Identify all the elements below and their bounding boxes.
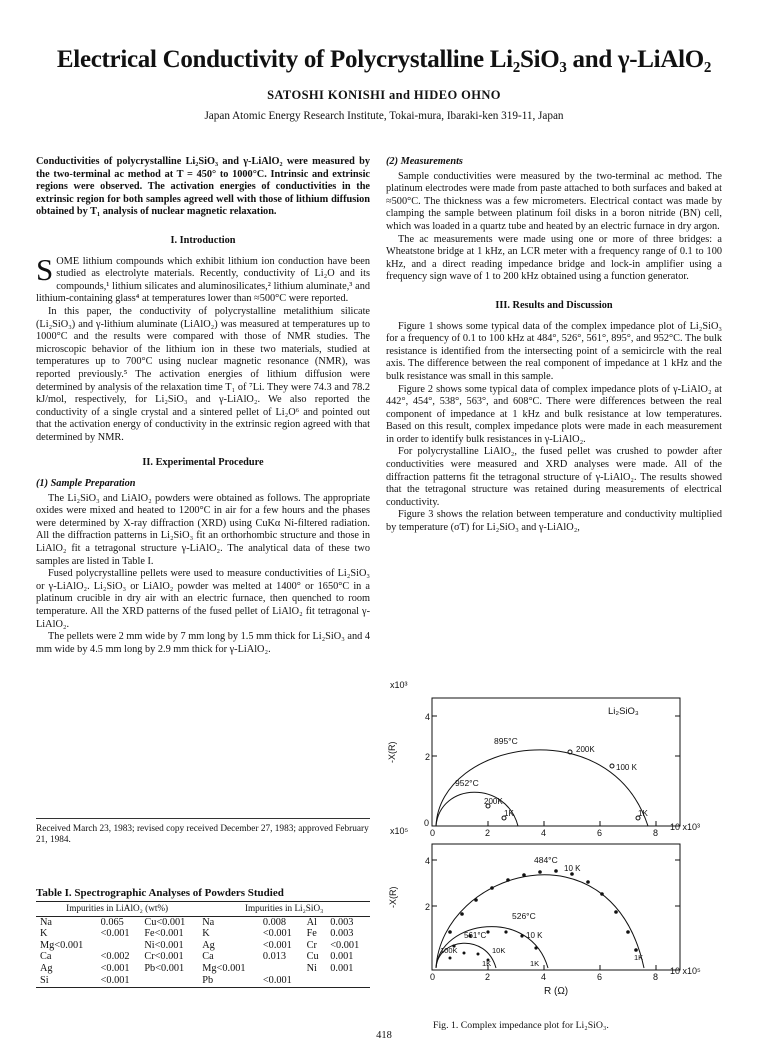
table-cell: Pb [198,975,259,988]
label-10k-561: 10K [492,946,506,955]
label-484c: 484°C [534,855,558,865]
bottom-panel [388,826,701,997]
right-column [386,156,722,535]
top-x-tick-4: 4 [541,828,547,838]
table-row [36,928,370,940]
page-number: 418 [376,1030,392,1041]
results-heading: III. Results and Discussion [495,299,613,311]
top-x-multiplier: 10 x10³ [670,822,701,832]
table-cell [140,975,198,988]
table-cell: Ag [202,939,215,951]
drop-cap: S [36,251,54,287]
curve-484c [436,875,644,968]
table-cell: Ag [40,962,53,974]
bottom-data-points [448,869,638,961]
table-cell: <0.001 [97,975,141,988]
top-y-tick-4: 4 [425,712,431,722]
top-x-tick-6: 6 [597,828,603,838]
bottom-x-tick-6: 6 [597,972,603,982]
table-cell: <0.002 [100,951,130,963]
label-100k: 100 K [616,763,637,772]
table-cell: Ca [202,951,214,963]
bottom-x-tick-8: 8 [653,972,659,982]
label-1k-b: 1K [638,809,648,818]
label-200k-a: 200K [576,745,595,754]
results-paragraph-1: Figure 1 shows some typical data of the complex impedance plot of Li₂SiO₃ for a frequency of 0.1 to 100 kHz at 484°, 526°, 561°, 895°, and 952°C. The bulk resistance is identified from the intersecting point of a semicircle with the real axis. The difference between the real component of impedance at 1 kHz and the bulk resistance was small in this sample. [386,320,722,382]
top-y-tick-2: 2 [425,752,431,762]
top-y-tick-0: 0 [424,818,430,828]
impurity-table [36,901,370,988]
top-y-label: -X(R) [387,741,397,763]
table-cell: 0.001 [330,951,354,963]
experimental-heading: II. Experimental Procedure [142,457,264,469]
table-cell: <0.001 [259,975,303,988]
table-cell: K [202,928,210,940]
measurements-paragraph-2: The ac measurements were made using one or more of three bridges: a Wheatstone bridge at 1 kHz, an LCR meter with a frequency range of 0.1 to 100 kHz, and a direct reading impedance bridge and lock-in amplifier using a frequency sign wave of 1 to 200 kHz obtained using a function generator. [386,233,722,283]
label-10k-526: 10 K [526,931,543,940]
label-1k-561: 1K [482,959,492,968]
table-row [36,963,370,975]
bottom-y-label: -X(R) [388,886,398,908]
author-list: SATOSHI KONISHI and HIDEO OHNO [267,88,501,102]
affiliation: Japan Atomic Energy Research Institute, Tokai-mura, Ibaraki-ken 319-11, Japan [204,110,564,122]
table-row [36,951,370,963]
table-cell [259,963,303,975]
table-cell: 0.001 [330,962,354,974]
label-561c: 561°C [464,931,487,940]
table-row [36,940,370,952]
measurements-paragraph-1: Sample conductivities were measured by the two-terminal ac method. The platinum electrodes were made from paste attached to both surfaces and baked at ≈500°C. The thickness was a few micrometers. Electrical contact was made by clamping the sample between platinum foil disks in a boron nitride (BN) cell, which was loaded in a quartz tube and heated by an electric furnace in dry argon. [386,170,722,232]
intro-paragraph-1-text: OME lithium compounds which exhibit lithium ion conduction have been studied as electrolyte materials. Recently, conductivity of Li₂O and its compounds,¹ lithium silicates and aluminosilicates,² lithium aluminate,³ and lithium-containing glass⁴ at temperatures lower than ≈500°C were reported. [36,255,370,305]
label-200k-b: 200K [484,797,503,806]
table-cell: Fe<0.001 [144,928,184,940]
table-cell [303,975,327,988]
bottom-x-tick-2: 2 [485,972,491,982]
table-header-liaio2: Impurities in LiAlO₂ (wt%) [36,902,198,917]
table-cell [326,975,370,988]
preparation-paragraph-2: Fused polycrystalline pellets were used to measure conductivities of Li₂SiO₃ or γ-LiAlO₂. Li₂SiO₃ or LiAlO₂ powder was melted at 1400° or 1650°C in a platinum crucible in dry air with an electric furnace, then quenched to room temperature. All the XRD patterns of the fused pellet of LiAlO₂ fit tetragonal γ-LiAlO₂. [36,568,370,630]
table-cell: Na [40,916,53,928]
top-x-tick-0: 0 [430,828,436,838]
top-material-label: Li₂SiO₃ [608,706,639,717]
preparation-paragraph-1: The Li₂SiO₃ and LiAlO₂ powders were obtained as follows. The appropriate oxides were mixed and heated to 1200°C in air for a few hours and the phases were determined by X-ray diffraction (XRD) using CuKα Ni-filtered radiation. All the diffraction patterns in Li₂SiO₃ fit an orthorhombic structure and those in LiAlO₂ fit a tetragonal structure γ-LiAlO₂. The analytical data of these two samples are listed in Table I. [36,492,370,567]
intro-heading: I. Introduction [170,234,236,246]
table-cell: Al [306,916,317,928]
results-paragraph-3: For polycrystalline LiAlO₂, the fused pellet was crushed to powder after conductivities were measured and XRD analyses were made. All of the diffraction patterns fit the tetragonal structure of γ-LiAlO₂. The results showed that the tetragonal structure was retained during measurements of electrical conductivity. [386,446,722,508]
point-100k-895 [610,764,614,768]
table-cell: 0.013 [262,951,287,963]
label-1k-526: 1K [530,959,540,968]
table-cell: Ni<0.001 [144,939,184,951]
table-cell: Mg<0.001 [40,939,84,951]
table-cell: K [40,928,48,940]
table-cell: <0.001 [262,939,292,951]
label-10k-484: 10 K [564,864,581,873]
table-cell: Pb<0.001 [144,962,185,974]
table-cell: <0.001 [100,962,130,974]
table-1 [36,887,370,988]
sample-preparation-heading: (1) Sample Preparation [36,478,136,490]
intro-paragraph-2: In this paper, the conductivity of polycrystalline metalithium silicate (Li₂SiO₃) and γ-lithium aluminate (LiAlO₂) was measured at temperatures up to 1000°C and the results were compared with those of NMR studies. The microscopic behavior of the lithium ion in these two materials, studied at temperatures up to 700°C using nuclear magnetic resonance (NMR), was reported previously.⁵ The activation energies of lithium diffusion were determined by analysis of the relaxation time T₁ of ⁷Li. They were 74.3 and 78.2 kJ/mol, respectively, for Li₂SiO₃ and γ-LiAlO₂. We also reported the conductivity of a single crystal and a sintered pellet of Li₂O⁶ and pointed out that the activation energy of conductivity in the extrinsic region agreed with that determined by NMR. [36,305,370,443]
label-1k-a: 1K [504,809,514,818]
table-caption: Table I. Spectrographic Analyses of Powders Studied [36,887,284,899]
table-row [36,916,370,928]
table-cell: Ca [40,951,52,963]
table-header-li2sio3: Impurities in Li₂SiO₃ [198,902,370,917]
table-cell: <0.001 [262,928,292,940]
table-cell: 0.003 [330,928,354,940]
table-cell: Na [202,916,215,928]
measurements-heading: (2) Measurements [386,156,463,167]
table-cell: <0.001 [330,939,360,951]
intro-paragraph-1 [36,251,370,306]
label-100k: 100K [440,946,458,955]
table-cell: Cu<0.001 [144,916,186,928]
table-row [36,975,370,988]
top-panel-frame [432,698,680,826]
bottom-y-multiplier: x10⁵ [390,826,409,836]
abstract: Conductivities of polycrystalline Li₂SiO₃ and γ-LiAlO₂ were measured by the two-terminal ac method at T = 450° to 1000°C. Intrinsic and extrinsic regions were observed. The activation energies of conductivities in the extrinsic region for both samples agreed well with those of lithium diffusion obtained by T₁ analysis of nuclear magnetic relaxation. [36,156,370,218]
table-cell: Cr<0.001 [144,951,184,963]
bottom-x-label: R (Ω) [544,986,569,997]
bottom-x-tick-4: 4 [541,972,547,982]
figure-1 [380,670,740,1015]
top-x-tick-2: 2 [485,828,491,838]
table-cell: 0.008 [262,916,287,928]
table-cell: Cr [306,939,317,951]
label-526c: 526°C [512,911,536,921]
table-cell: 0.003 [330,916,354,928]
paper-title: Electrical Conductivity of Polycrystalline Li₂SiO₃ and γ-LiAlO₂ [56,46,712,73]
bottom-x-tick-0: 0 [430,972,436,982]
results-paragraph-4: Figure 3 shows the relation between temperature and conductivity multiplied by temperature (σT) for Li₂SiO₃ and γ-LiAlO₂, [386,509,722,534]
preparation-paragraph-3: The pellets were 2 mm wide by 7 mm long by 1.5 mm thick for Li₂SiO₃ and 4 mm wide by 4.5 mm long by 2.9 mm thick for γ-LiAlO₂. [36,631,370,655]
bottom-y-tick-4: 4 [425,856,431,866]
table-cell: Mg<0.001 [202,962,246,974]
left-column [36,156,370,656]
table-cell: <0.001 [100,928,130,940]
label-1k-484: 1K [634,953,644,962]
figure-caption: Fig. 1. Complex impedance plot for Li₂SiO₃. [433,1020,609,1031]
received-note: Received March 23, 1983; revised copy received December 27, 1983; approved February 21, 1984. [36,818,370,846]
results-paragraph-2: Figure 2 shows some typical data of complex impedance plots of γ-LiAlO₂ at 442°, 454°, 538°, 563°, and 608°C. There were differences between the real component of impedance at 1 kHz and bulk resistance at low temperatures. Based on this result, complex impedance plots were made in each measurement in order to identify bulk resistances in γ-LiAlO₂. [386,383,722,445]
table-cell: Ni [306,962,317,974]
table-cell [97,940,141,952]
top-y-multiplier: x10³ [390,680,408,690]
bottom-y-tick-2: 2 [425,902,431,912]
table-cell: 0.065 [100,916,124,928]
bottom-x-multiplier: 10 x10⁵ [670,966,701,976]
table-cell: Fe [306,928,317,940]
table-cell: Si [36,975,97,988]
top-panel [387,680,700,838]
label-895c: 895°C [494,736,518,746]
label-952c: 952°C [455,778,479,788]
table-cell: Cu [306,951,319,963]
top-x-tick-8: 8 [653,828,659,838]
